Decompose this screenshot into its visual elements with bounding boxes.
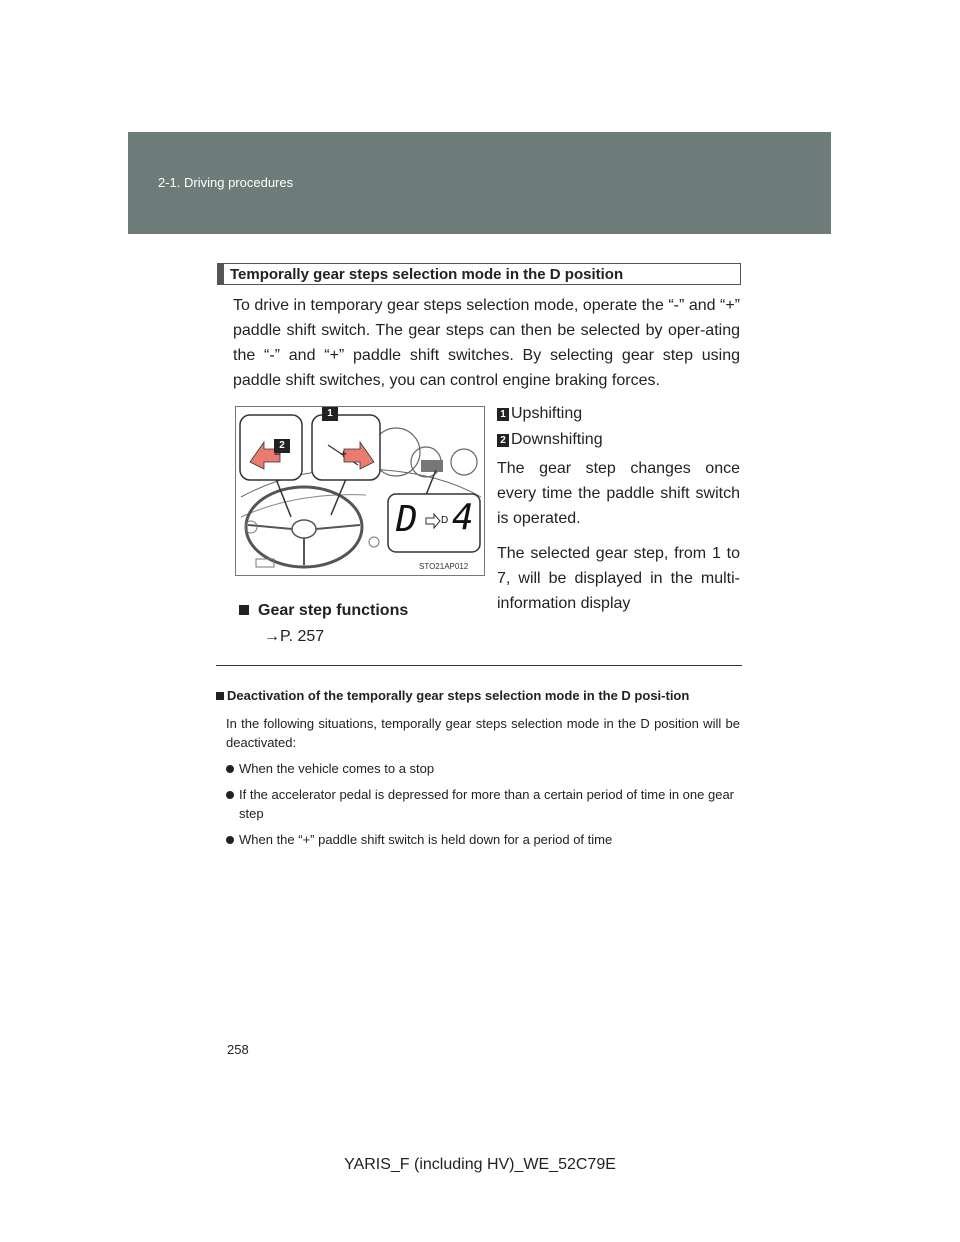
intro-paragraph: To drive in temporary gear steps selection mode, operate the “-” and “+” paddle shift switch. The gear steps can then be selected by oper-ating the “-” and “+” paddle shift switches. By selecting gear step using paddle shift switches, you can control engine braking forces. [233, 297, 740, 389]
display-mode-d: D [441, 515, 449, 526]
square-bullet-icon [239, 605, 249, 615]
list-item [226, 830, 740, 849]
header-band [128, 132, 831, 234]
square-bullet-icon [216, 692, 224, 700]
section-breadcrumb: 2-1. Driving procedures [158, 175, 294, 190]
document-footer: YARIS_F (including HV)_WE_52C79E [344, 1156, 616, 1173]
callout-badge-2: 2 [274, 439, 290, 453]
callout-number: 2 [497, 434, 509, 447]
list-item [226, 759, 740, 778]
callout-label: Downshifting [511, 431, 603, 448]
section-title: Temporally gear steps selection mode in the D position [230, 266, 624, 283]
title-accent-bar [218, 264, 224, 284]
gear-functions-title: Gear step functions [258, 602, 409, 619]
bullet-dot-icon [226, 791, 234, 799]
paddle-shift-figure [235, 406, 485, 576]
gear-change-note: The gear step changes once every time the paddle shift switch is operated. [497, 460, 740, 527]
display-note: The selected gear step, from 1 to 7, will be displayed in the multi-information display [497, 545, 740, 612]
callout-item-upshift [497, 402, 740, 426]
bullet-dot-icon [226, 765, 234, 773]
display-gear-d: D [396, 499, 418, 540]
callout-badge-1: 1 [322, 407, 338, 421]
note-title-text: Deactivation of the temporally gear steps selection mode in the D posi-tion [227, 688, 690, 703]
mini-display [421, 460, 443, 472]
list-item-text: When the “+” paddle shift switch is held down for a period of time [239, 832, 613, 847]
figure-code: STO21AP012 [419, 562, 469, 571]
bullet-dot-icon [226, 836, 234, 844]
paddle-shift-illustration [236, 407, 486, 577]
callout-item-downshift [497, 428, 740, 452]
left-paddle-callout [240, 415, 302, 480]
note-title [216, 686, 740, 705]
minus-paddle-label: − [274, 447, 282, 461]
list-item [226, 785, 740, 823]
note-body: In the following situations, temporally gear steps selection mode in the D position will be deactivated: [226, 716, 740, 750]
deactivation-note [216, 686, 740, 849]
list-item-text: When the vehicle comes to a stop [239, 761, 435, 776]
section-divider [216, 665, 742, 666]
callout-label: Upshifting [511, 405, 583, 422]
plus-paddle-label: + [340, 447, 348, 461]
page-number: 258 [227, 1042, 249, 1057]
callout-legend [497, 402, 740, 616]
list-item-text: If the accelerator pedal is depressed for more than a certain period of time in one gear step [239, 787, 735, 821]
callout-number: 1 [497, 408, 509, 421]
display-gear-number: 4 [452, 497, 474, 538]
section-title-box [217, 263, 741, 285]
gear-functions-heading [239, 602, 408, 620]
page-reference-link[interactable]: →P. 257 [264, 628, 325, 645]
